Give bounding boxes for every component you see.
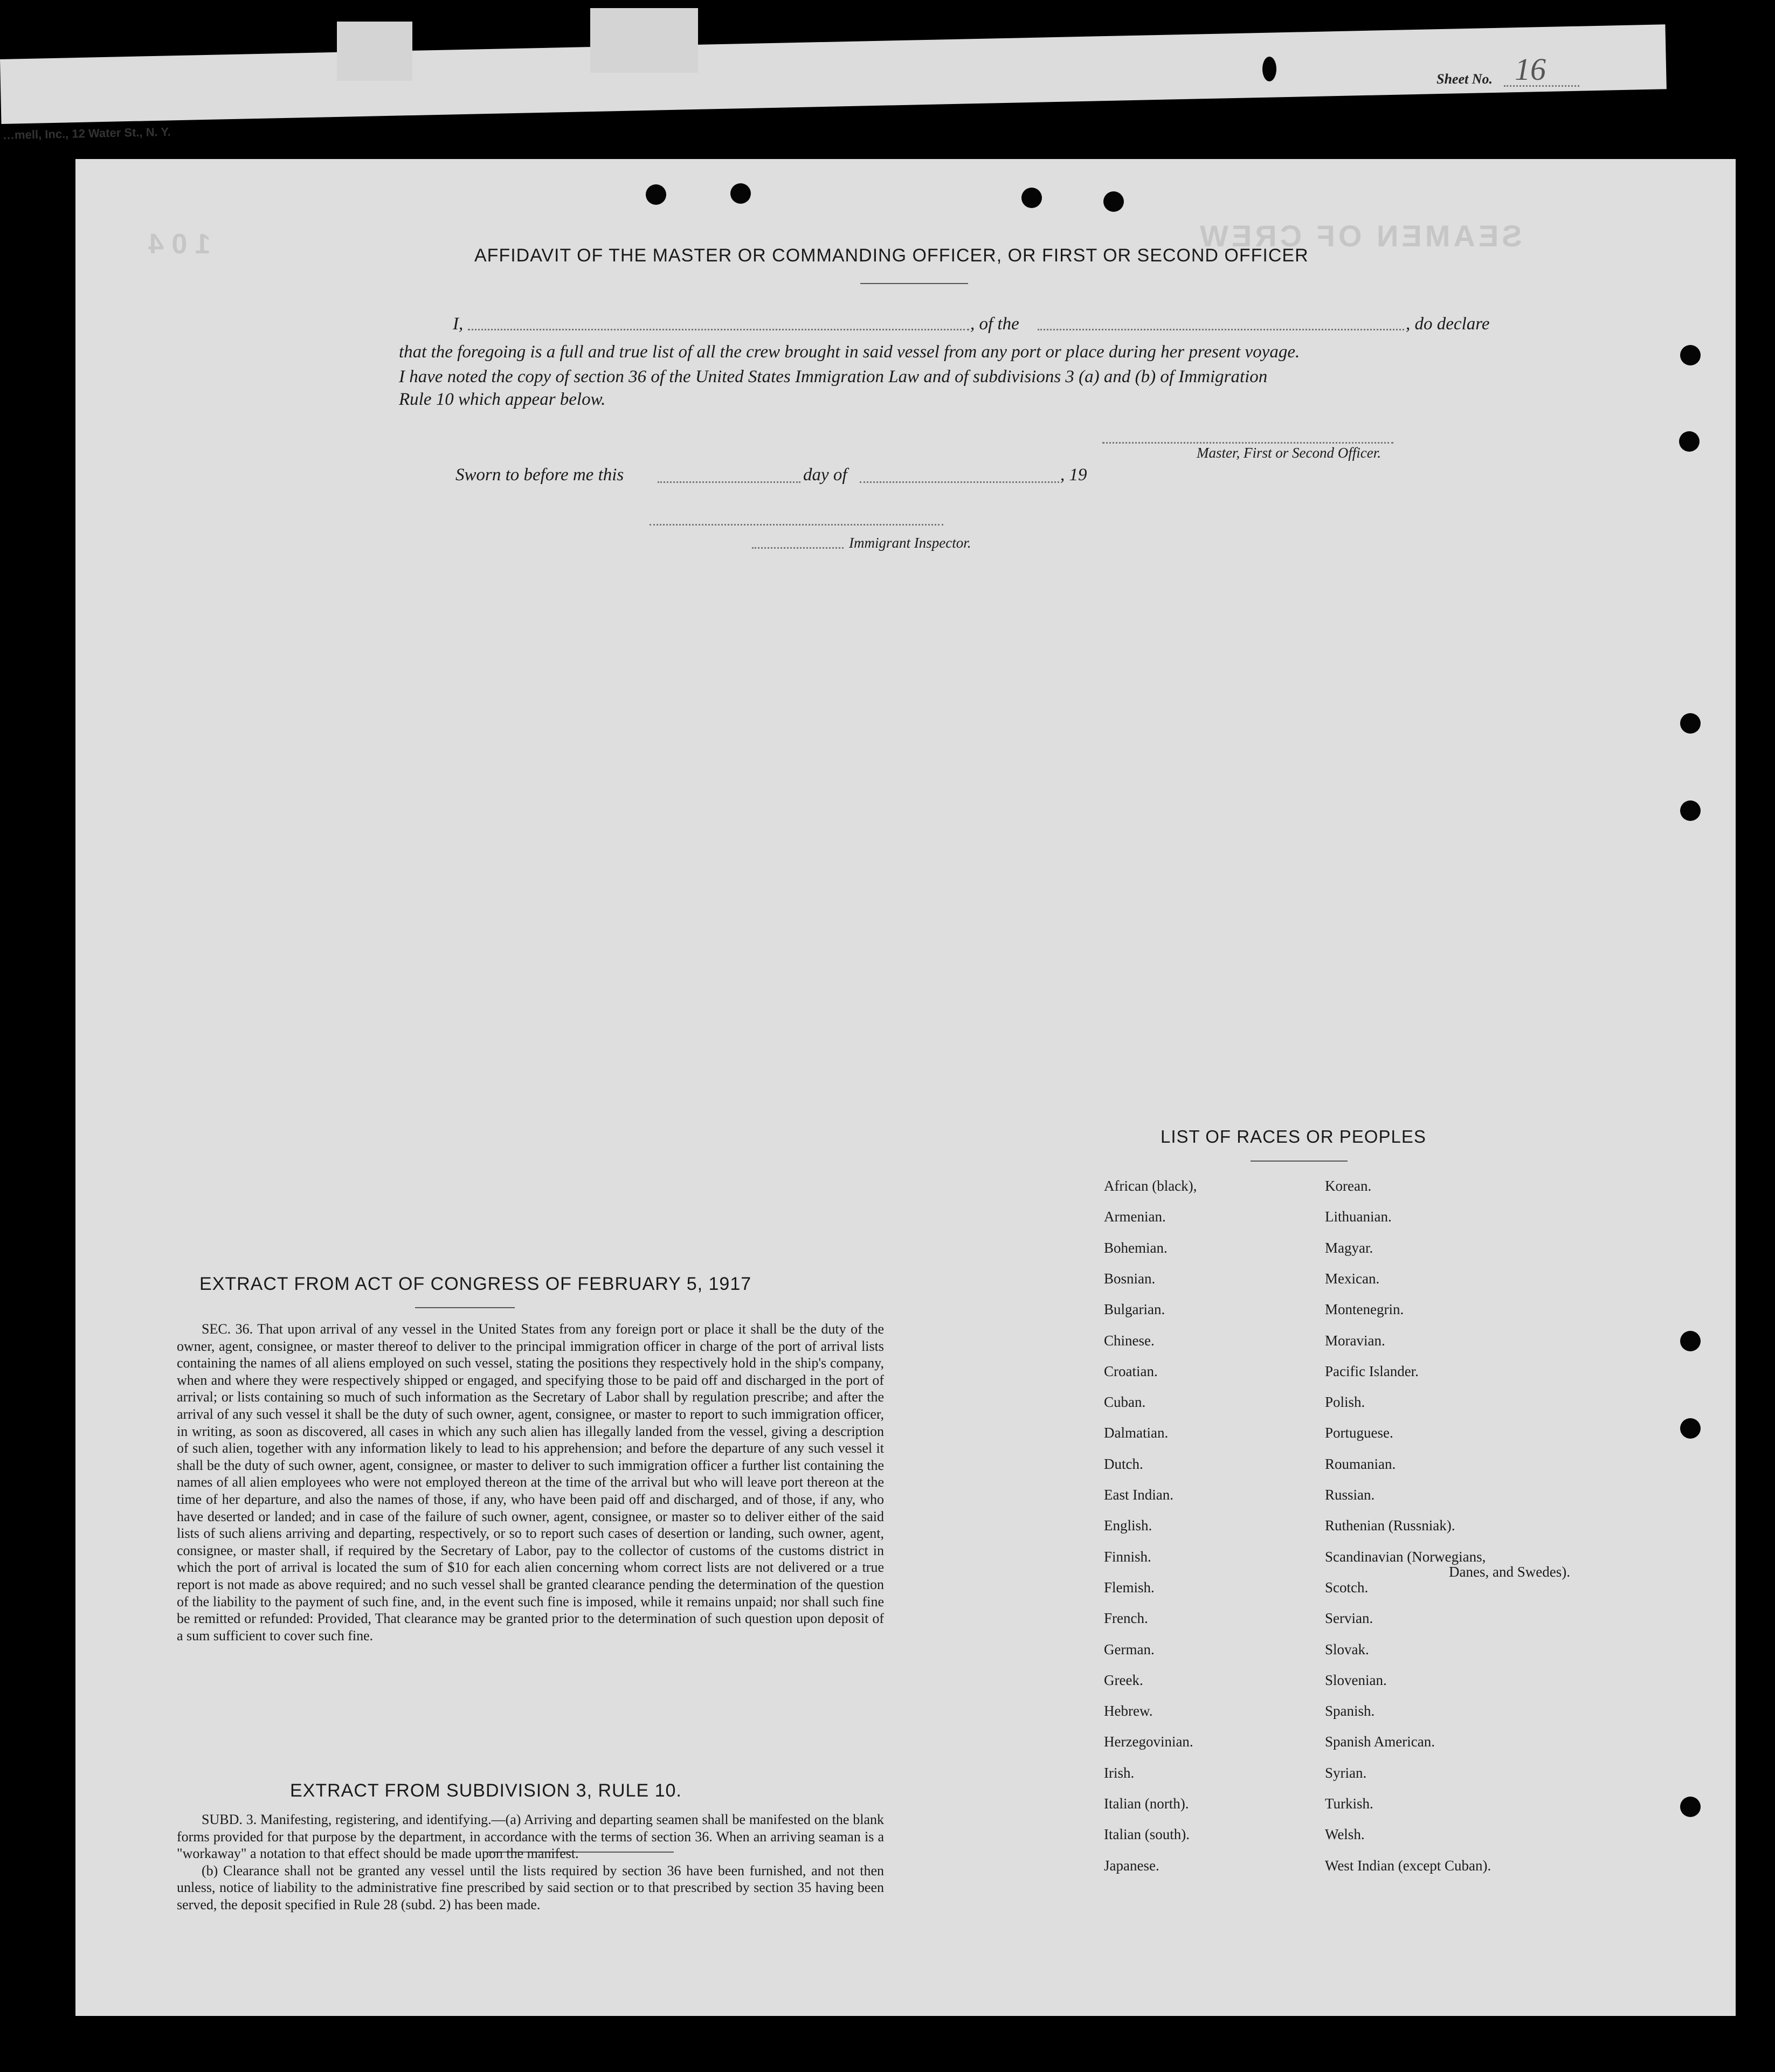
race-item: Lithuanian. (1325, 1208, 1392, 1225)
sworn-text: Sworn to before me this (455, 465, 624, 485)
race-item: Herzegovinian. (1104, 1733, 1193, 1750)
race-item: Russian. (1325, 1487, 1375, 1503)
race-item: German. (1104, 1641, 1155, 1657)
race-item: Scandinavian (Norwegians, (1325, 1548, 1486, 1565)
race-item: English. (1104, 1517, 1152, 1534)
binder-strip (0, 24, 1667, 124)
affidavit-i-label: I, (453, 314, 464, 334)
race-item: Polish. (1325, 1394, 1365, 1411)
race-item: Moravian. (1325, 1332, 1385, 1349)
race-item: Flemish. (1104, 1579, 1155, 1596)
punch-hole (1680, 1418, 1701, 1439)
race-item: Greek. (1104, 1672, 1143, 1688)
race-item: Roumanian. (1325, 1455, 1396, 1472)
race-item: Turkish. (1325, 1795, 1373, 1812)
sheet-number-label: Sheet No. (1436, 71, 1493, 87)
race-item: Italian (north). (1104, 1795, 1189, 1812)
race-item: Mexican. (1325, 1270, 1380, 1287)
races-list-title: LIST OF RACES OR PEOPLES (1161, 1127, 1426, 1146)
race-item: African (black), (1104, 1178, 1197, 1194)
race-item: Finnish. (1104, 1548, 1151, 1565)
race-item: Cuban. (1104, 1394, 1146, 1411)
races-title-underline (1251, 1161, 1348, 1162)
title-underline (860, 283, 968, 284)
race-item: Ruthenian (Russniak). (1325, 1517, 1455, 1534)
race-item: Magyar. (1325, 1239, 1373, 1256)
race-item: Bosnian. (1104, 1270, 1156, 1287)
race-item: East Indian. (1104, 1487, 1173, 1503)
inspector-label: Immigrant Inspector. (849, 535, 971, 551)
affidavit-declare-label: , do declare (1406, 314, 1490, 334)
race-item: Spanish. (1325, 1703, 1375, 1719)
race-item: Servian. (1325, 1610, 1373, 1627)
race-item: Syrian. (1325, 1764, 1367, 1781)
officer-signature-label: Master, First or Second Officer. (1197, 445, 1381, 461)
race-item: Korean. (1325, 1178, 1372, 1194)
race-item: Welsh. (1325, 1826, 1365, 1843)
punch-hole (646, 184, 666, 205)
punch-hole (1680, 1331, 1701, 1351)
printer-imprint: …mell, Inc., 12 Water St., N. Y. (2, 125, 171, 142)
punch-hole (1680, 1797, 1701, 1817)
race-item: Croatian. (1104, 1363, 1158, 1379)
act-extract-title: EXTRACT FROM ACT OF CONGRESS OF FEBRUARY 5, 1917 (199, 1274, 752, 1294)
affidavit-line-3: I have noted the copy of section 36 of the United States Immigration Law and of subdivisions 3 (a) and (b) of Immigration (399, 367, 1268, 386)
race-item: West Indian (except Cuban). (1325, 1857, 1491, 1874)
affidavit-of-label: , of the (970, 314, 1019, 334)
vessel-name-field[interactable] (1038, 329, 1404, 330)
punch-hole (1680, 345, 1701, 365)
sworn-month-field[interactable] (860, 481, 1059, 483)
punch-hole (1021, 188, 1042, 208)
race-item: Bohemian. (1104, 1239, 1168, 1256)
sworn-day-of-label: day of (803, 465, 847, 485)
inspector-signature-line (752, 547, 844, 549)
race-item: French. (1104, 1610, 1148, 1627)
inspector-signature-field[interactable] (650, 524, 943, 526)
act-section-36-text: SEC. 36. That upon arrival of any vessel in the United States from any foreign port or place it shall be the duty of the owner, agent, consignee, or master thereof to deliver to the principal immigration officer in charge of the port of arrival lists containing the names of all aliens employed on such vessel, stating the positions they respectively hold in the ship's company, when and where they were respectively shipped or engaged, and specifying those to be paid off and discharged in the port of arrival; or lists containing so much of such information as the Secretary of Labor shall by regulation prescribe; and after the arrival of any such vessel it shall be the duty of such owner, agent, consignee, or master to report to such immigration officer, in writing, as soon as discovered, all cases in which any such alien has illegally landed from the vessel, giving a description of such alien, together with any information likely to lead to his apprehension; and before the departure of any such vessel it shall be the duty of such owner, agent, consignee, or master to deliver to such immigration officer a further list containing the names of all alien employees who were not employed thereon at the time of the arrival but who will leave port thereon at the time of her departure, and also the names of those, if any, who have been paid off and discharged, and of those, if any, who have deserted or landed; and in case of the failure of such owner, agent, consignee, or master so to deliver either of the said lists of such aliens arriving and departing, respectively, or so to report such cases of desertion or landing, such owner, agent, consignee, or master shall, if required by the Secretary of Labor, pay to the collector of customs of the customs district in which the port of arrival is located the sum of $10 for each alien concerning whom correct lists are not delivered or a true report is not made as above required; and no such vessel shall be granted clearance pending the determination of the question of the liability to the payment of such fine, and, in the event such fine is imposed, while it remains unpaid; nor shall such fine be remitted or refunded: Provided, That clearance may be granted prior to the determination of such question upon deposit of a sum sufficient to cover such fine. (177, 1321, 884, 1643)
race-item: Bulgarian. (1104, 1301, 1165, 1318)
sheet-number-value: 16 (1515, 52, 1546, 87)
punch-hole (1680, 800, 1701, 821)
race-item: Scotch. (1325, 1579, 1369, 1596)
race-item: Japanese. (1104, 1857, 1159, 1874)
race-item: Montenegrin. (1325, 1301, 1404, 1318)
race-item: Dalmatian. (1104, 1425, 1169, 1441)
manifest-sheet (75, 159, 1736, 2016)
punch-hole (1679, 431, 1700, 452)
punch-hole (730, 183, 751, 204)
race-item: Armenian. (1104, 1208, 1166, 1225)
reverse-show-through: 1 0 4 (148, 229, 211, 260)
binder-tab (337, 22, 412, 81)
act-title-underline (415, 1307, 515, 1308)
punch-hole (1262, 57, 1276, 81)
officer-signature-field[interactable] (1102, 442, 1393, 444)
race-item: Portuguese. (1325, 1425, 1393, 1441)
rule-subdivision-text: SUBD. 3. Manifesting, registering, and identifying.—(a) Arriving and departing seamen shall be manifested on the blank forms provided for that purpose by the department, in accordance with the terms of section 36. When an arriving seaman is a "workaway" a notation to that effect should be made upon the manifest. (b) Clearance shall not be granted any vessel until the lists required by section 36 have been furnished, and not then unless, notice of liability to the administrative fine prescribed by said section or to that prescribed by section 35 having been served, the deposit specified in Rule 28 (subd. 2) has been made. (177, 1812, 884, 1912)
binder-tab (590, 8, 698, 73)
race-item: Slovenian. (1325, 1672, 1387, 1688)
race-item: Italian (south). (1104, 1826, 1190, 1843)
affidavit-line-2: that the foregoing is a full and true list of all the crew brought in said vessel from any port or place during her present voyage. (399, 342, 1300, 362)
race-item: Chinese. (1104, 1332, 1155, 1349)
race-item: Pacific Islander. (1325, 1363, 1419, 1379)
punch-hole (1103, 191, 1124, 212)
race-item: Hebrew. (1104, 1703, 1153, 1719)
race-item: Slovak. (1325, 1641, 1369, 1657)
sworn-year-label: , 19 (1060, 465, 1087, 485)
sworn-day-field[interactable] (658, 481, 800, 483)
race-item: Spanish American. (1325, 1733, 1435, 1750)
race-item: Dutch. (1104, 1455, 1143, 1472)
rule-extract-title: EXTRACT FROM SUBDIVISION 3, RULE 10. (290, 1780, 682, 1801)
affidavit-title: AFFIDAVIT OF THE MASTER OR COMMANDING OFFICER, OR FIRST OR SECOND OFFICER (474, 245, 1309, 266)
race-item: Irish. (1104, 1764, 1135, 1781)
reverse-show-through: SEAMEN OF CREW (1197, 219, 1522, 253)
punch-hole (1680, 713, 1701, 734)
affidavit-line-4: Rule 10 which appear below. (399, 390, 606, 409)
race-item-continuation: Danes, and Swedes). (1449, 1563, 1570, 1580)
master-name-field[interactable] (468, 329, 969, 330)
